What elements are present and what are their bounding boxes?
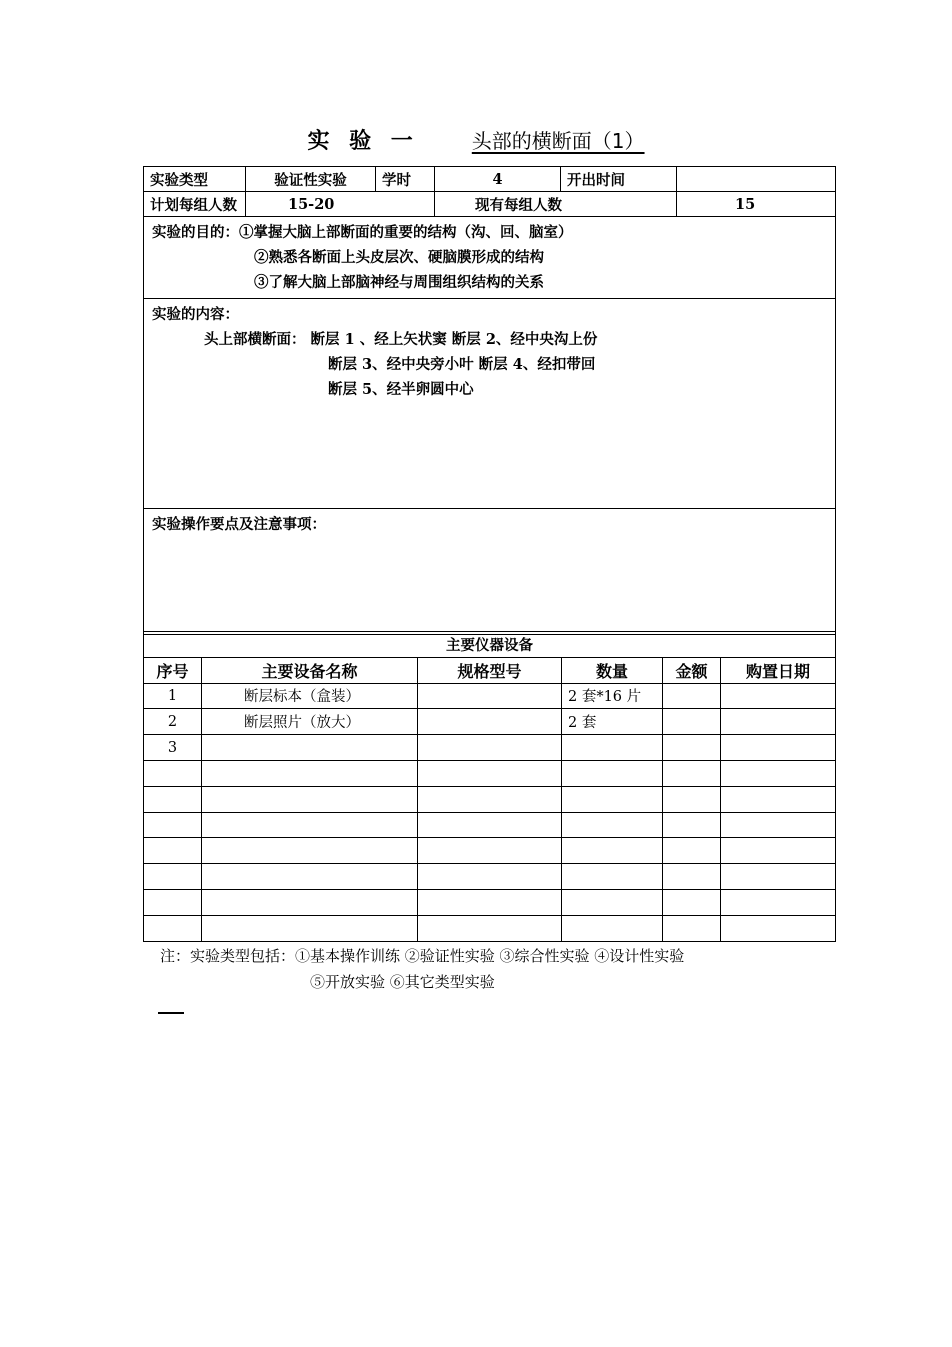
- open-time-value: [677, 167, 836, 192]
- current-label: 现有每组人数: [435, 192, 677, 217]
- row-amount: [663, 915, 721, 941]
- row-purchase-date: [721, 915, 836, 941]
- hours-label: 学时: [376, 167, 435, 192]
- table-row: [144, 683, 836, 709]
- purpose-label: 实验的目的：: [152, 224, 239, 241]
- row-name: [202, 889, 418, 915]
- purpose-row: [144, 217, 836, 299]
- row-amount: [663, 838, 721, 864]
- row-name: [202, 838, 418, 864]
- table-row: [144, 915, 836, 941]
- table-row: [144, 838, 836, 864]
- row-quantity: 2 套: [562, 709, 663, 735]
- row-quantity: [562, 915, 663, 941]
- table-row: [144, 786, 836, 812]
- row-quantity: [562, 864, 663, 890]
- operation-row: [144, 509, 836, 635]
- header-amount: 金额: [663, 657, 721, 683]
- row-purchase-date: [721, 786, 836, 812]
- row-spec: [418, 735, 562, 761]
- row-index: 1: [144, 683, 202, 709]
- planned-label: 计划每组人数: [144, 192, 246, 217]
- header-spec: 规格型号: [418, 657, 562, 683]
- row-spec: [418, 709, 562, 735]
- row-index: [144, 838, 202, 864]
- purpose-item-3: ③了解大脑上部脑神经与周围组织结构的关系: [254, 274, 544, 291]
- experiment-number: 实 验 一: [307, 128, 419, 154]
- table-row: [144, 889, 836, 915]
- row-name: [202, 812, 418, 838]
- table-row: [144, 760, 836, 786]
- row-purchase-date: [721, 812, 836, 838]
- row-purchase-date: [721, 683, 836, 709]
- row-name: [202, 864, 418, 890]
- row-name: [202, 735, 418, 761]
- row-index: [144, 864, 202, 890]
- content-row: [144, 299, 836, 509]
- row-amount: [663, 709, 721, 735]
- row-quantity: [562, 760, 663, 786]
- header-quantity: 数量: [562, 657, 663, 683]
- row-amount: [663, 889, 721, 915]
- row-amount: [663, 864, 721, 890]
- table-row: [144, 709, 836, 735]
- row-amount: [663, 735, 721, 761]
- footnote-line-2: ⑤开放实验 ⑥其它类型实验: [310, 973, 495, 991]
- info-row-type: [144, 167, 836, 192]
- type-label: 实验类型: [144, 167, 246, 192]
- row-spec: [418, 838, 562, 864]
- row-spec: [418, 864, 562, 890]
- table-row: [144, 735, 836, 761]
- row-index: [144, 786, 202, 812]
- row-index: [144, 812, 202, 838]
- content-cell: [144, 299, 836, 509]
- row-spec: [418, 786, 562, 812]
- row-spec: [418, 683, 562, 709]
- row-name: [202, 786, 418, 812]
- row-name: [202, 760, 418, 786]
- row-purchase-date: [721, 709, 836, 735]
- footnote: [160, 943, 684, 995]
- equipment-section-row: [144, 632, 836, 658]
- row-index: [144, 889, 202, 915]
- short-rule: [158, 1012, 184, 1014]
- row-quantity: 2 套*16 片: [562, 683, 663, 709]
- row-amount: [663, 760, 721, 786]
- row-amount: [663, 786, 721, 812]
- row-purchase-date: [721, 735, 836, 761]
- row-quantity: [562, 786, 663, 812]
- purpose-cell: [144, 217, 836, 299]
- header-purchase-date: 购置日期: [721, 657, 836, 683]
- equipment-header-row: [144, 657, 836, 683]
- current-value: 15: [677, 192, 836, 217]
- row-index: 2: [144, 709, 202, 735]
- table-row: [144, 812, 836, 838]
- content-line-1: 头上部横断面： 断层 1 、经上矢状窦 断层 2、经中央沟上份: [204, 331, 598, 348]
- row-amount: [663, 683, 721, 709]
- row-purchase-date: [721, 760, 836, 786]
- header-index: 序号: [144, 657, 202, 683]
- row-name: 断层照片（放大）: [202, 709, 418, 735]
- purpose-item-2: ②熟悉各断面上头皮层次、硬脑膜形成的结构: [254, 249, 544, 266]
- operation-cell: [144, 509, 836, 635]
- row-spec: [418, 889, 562, 915]
- planned-value: 15-20: [246, 192, 435, 217]
- row-amount: [663, 812, 721, 838]
- row-quantity: [562, 838, 663, 864]
- purpose-item-1: ①掌握大脑上部断面的重要的结构（沟、回、脑室）: [239, 224, 573, 241]
- row-index: [144, 760, 202, 786]
- row-quantity: [562, 812, 663, 838]
- header-name: 主要设备名称: [202, 657, 418, 683]
- row-name: [202, 915, 418, 941]
- row-purchase-date: [721, 838, 836, 864]
- open-time-label: 开出时间: [561, 167, 677, 192]
- operation-label: 实验操作要点及注意事项：: [152, 516, 326, 533]
- row-purchase-date: [721, 889, 836, 915]
- experiment-info-table: [143, 166, 836, 635]
- content-line-3: 断层 5、经半卵圆中心: [328, 381, 474, 398]
- info-row-group: [144, 192, 836, 217]
- page-title: [0, 124, 952, 158]
- row-spec: [418, 812, 562, 838]
- table-row: [144, 864, 836, 890]
- row-spec: [418, 915, 562, 941]
- row-index: 3: [144, 735, 202, 761]
- row-quantity: [562, 735, 663, 761]
- row-name: 断层标本（盒装）: [202, 683, 418, 709]
- row-index: [144, 915, 202, 941]
- experiment-name: 头部的横断面（1）: [471, 129, 645, 153]
- content-label: 实验的内容：: [152, 306, 239, 323]
- equipment-section-title: 主要仪器设备: [144, 632, 836, 658]
- equipment-table: [143, 631, 836, 942]
- content-line-2: 断层 3、经中央旁小叶 断层 4、经扣带回: [328, 356, 596, 373]
- type-value: 验证性实验: [246, 167, 376, 192]
- row-purchase-date: [721, 864, 836, 890]
- footnote-line-1: 注：实验类型包括：①基本操作训练 ②验证性实验 ③综合性实验 ④设计性实验: [160, 947, 685, 965]
- hours-value: 4: [435, 167, 561, 192]
- row-quantity: [562, 889, 663, 915]
- row-spec: [418, 760, 562, 786]
